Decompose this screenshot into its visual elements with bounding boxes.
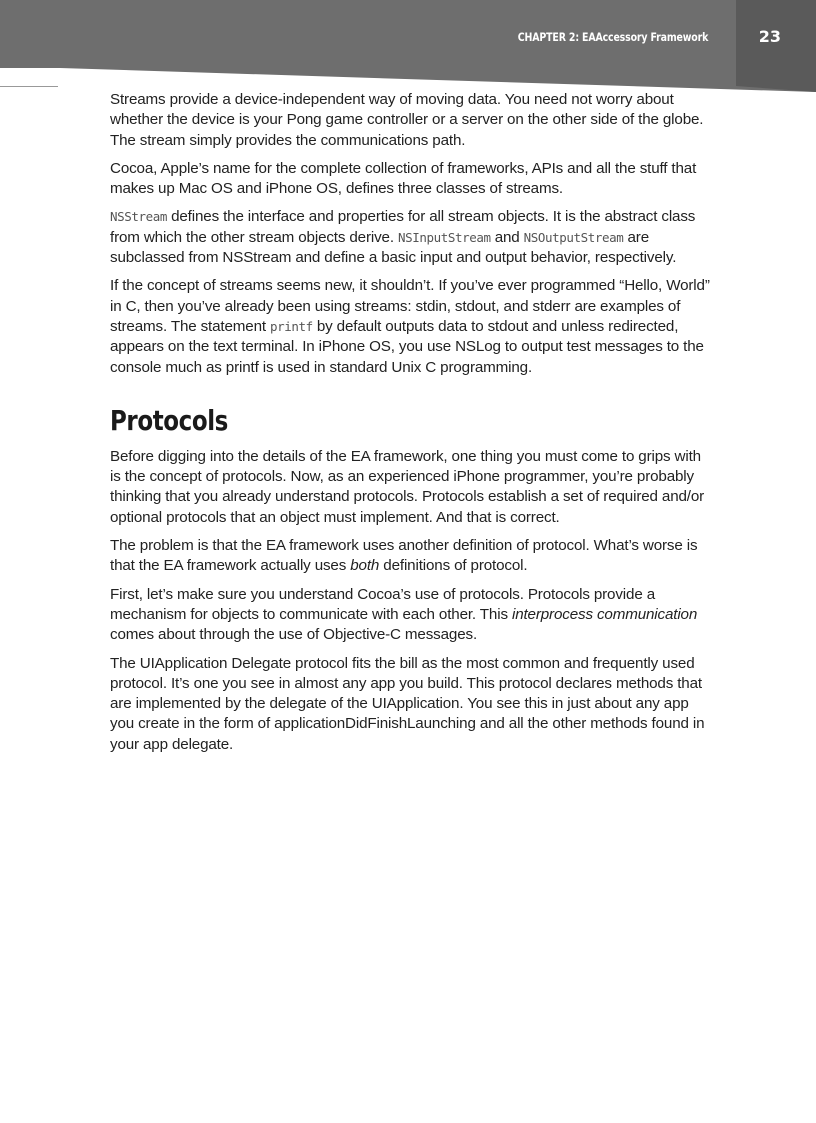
text-span: definitions of protocol. (379, 557, 528, 575)
page-number: 23 (758, 27, 781, 46)
code-nsstream: NSStream (110, 209, 168, 225)
text-span: are subclassed from NSStream and define a basic input and output behavior, respectively. (110, 228, 677, 267)
code-nsinputstream: NSInputStream (398, 229, 491, 245)
paragraph-cocoa-protocols (110, 585, 710, 646)
margin-rule (0, 86, 58, 87)
emphasis-interprocess: interprocess communication (511, 605, 698, 623)
emphasis-both: both (350, 557, 380, 575)
paragraph-streams-concept (110, 276, 710, 377)
header-band (0, 0, 816, 95)
paragraph-protocol-definition (110, 536, 710, 577)
code-nsoutputstream: NSOutputStream (523, 229, 624, 245)
chapter-label: CHAPTER 2: EAAccessory Framework (517, 30, 708, 44)
page-content (110, 90, 710, 763)
text-span: If the concept of streams seems new, it shouldn’t. If you’ve ever programmed “Hello, World” in C, then you’ve already been using streams: stdin, stdout, and stderr are examples of streams. The statement (110, 277, 710, 335)
paragraph-cocoa-streams: Cocoa, Apple’s name for the complete collection of frameworks, APIs and all the stuff that makes up Mac OS and iPhone OS, defines three classes of streams. (110, 159, 697, 198)
paragraph-protocols-intro: Before digging into the details of the EA framework, one thing you must come to grips with is the concept of protocols. Now, as an experienced iPhone programmer, you’re probably thinking that you already understand protocols. Protocols establish a set of required and/or optional protocols that an object must implement. And that is correct. (110, 447, 705, 526)
paragraph-nsstream (110, 207, 710, 268)
text-span: The problem is that the EA framework uses another definition of protocol. What’s worse is that the EA framework actually uses (110, 537, 698, 575)
section-heading-protocols: Protocols (110, 403, 228, 437)
text-span: comes about through the use of Objective-C messages. (110, 626, 478, 644)
text-span: First, let’s make sure you understand Cocoa’s use of protocols. Protocols provide a mechanism for objects to communicate with each other. This (110, 585, 655, 623)
page-header (0, 0, 816, 95)
text-span: by default outputs data to stdout and unless redirected, appears on the text terminal. In iPhone OS, you use NSLog to output test messages to the console much as printf is used in standard Unix C programming. (110, 317, 704, 376)
code-printf: printf (270, 318, 313, 334)
paragraph-uiapplication-delegate: The UIApplication Delegate protocol fits the bill as the most common and frequently used protocol. It’s one you see in almost any app you build. This protocol declares methods that are implemented by the delegate of the UIApplication. You see this in just about any app you create in the form of applicationDidFinishLaunching and all the other methods found in your app delegate. (110, 654, 705, 753)
text-span: defines the interface and properties for all stream objects. It is the abstract class from which the other stream objects derive. (110, 208, 696, 246)
paragraph-streams-intro: Streams provide a device-independent way of moving data. You need not worry about whether the device is your Pong game controller or a server on the other side of the globe. The stream simply provides the communications path. (110, 91, 704, 149)
text-span: and (490, 228, 524, 246)
